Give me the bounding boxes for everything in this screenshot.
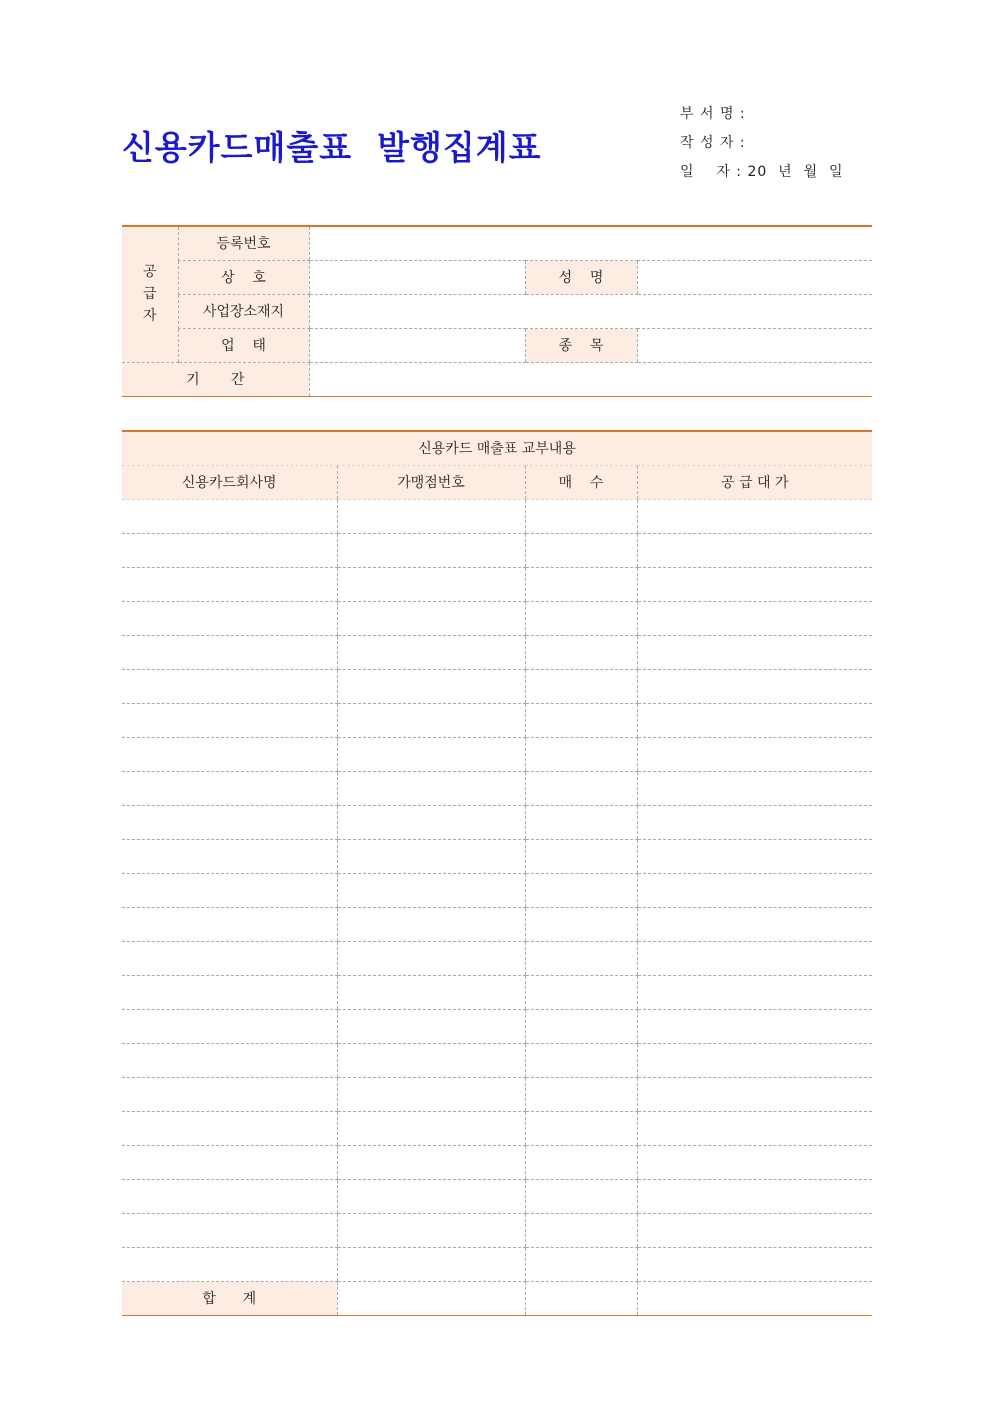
- card-company-cell[interactable]: [122, 907, 337, 941]
- address-label: 사업장소재지: [178, 294, 309, 328]
- count-cell[interactable]: [525, 533, 637, 567]
- company-field[interactable]: [309, 260, 525, 294]
- address-field[interactable]: [309, 294, 872, 328]
- date-field[interactable]: 일 자 : 20 년 월 일: [680, 164, 844, 180]
- count-cell[interactable]: [525, 907, 637, 941]
- period-field[interactable]: [309, 362, 872, 396]
- supply-amount-cell[interactable]: [637, 1247, 872, 1281]
- table-row: [122, 1043, 872, 1077]
- name-field[interactable]: [637, 260, 872, 294]
- supply-amount-cell[interactable]: [637, 533, 872, 567]
- card-company-cell[interactable]: [122, 1009, 337, 1043]
- col-card-company: 신용카드회사명: [122, 465, 337, 499]
- supply-amount-cell[interactable]: [637, 1077, 872, 1111]
- supply-amount-cell[interactable]: [637, 1009, 872, 1043]
- company-label: 상 호: [178, 260, 309, 294]
- merchant-no-cell[interactable]: [337, 839, 525, 873]
- document-title: 신용카드매출표 발행집계표: [122, 128, 542, 167]
- supply-amount-cell[interactable]: [637, 567, 872, 601]
- supply-amount-cell[interactable]: [637, 499, 872, 533]
- col-merchant-no: 가맹점번호: [337, 465, 525, 499]
- supply-amount-cell[interactable]: [637, 1145, 872, 1179]
- count-cell[interactable]: [525, 941, 637, 975]
- count-cell[interactable]: [525, 703, 637, 737]
- supply-amount-cell[interactable]: [637, 907, 872, 941]
- count-cell[interactable]: [525, 635, 637, 669]
- table-row: [122, 533, 872, 567]
- total-row: [122, 1281, 872, 1315]
- merchant-no-cell[interactable]: [337, 1179, 525, 1213]
- table-row: [122, 1111, 872, 1145]
- supply-amount-cell[interactable]: [637, 975, 872, 1009]
- card-company-cell[interactable]: [122, 1111, 337, 1145]
- card-company-cell[interactable]: [122, 873, 337, 907]
- card-company-cell[interactable]: [122, 737, 337, 771]
- card-company-cell[interactable]: [122, 1247, 337, 1281]
- card-company-cell[interactable]: [122, 499, 337, 533]
- merchant-no-cell[interactable]: [337, 1247, 525, 1281]
- supply-amount-cell[interactable]: [637, 1043, 872, 1077]
- table-row: [122, 1009, 872, 1043]
- table-row: [122, 839, 872, 873]
- table-row: [122, 567, 872, 601]
- period-label: 기 간: [122, 362, 309, 396]
- merchant-no-cell[interactable]: [337, 601, 525, 635]
- table-row: [122, 1247, 872, 1281]
- merchant-no-cell[interactable]: [337, 1111, 525, 1145]
- count-cell[interactable]: [525, 567, 637, 601]
- supply-amount-cell[interactable]: [637, 635, 872, 669]
- supply-amount-cell[interactable]: [637, 805, 872, 839]
- reg-no-field[interactable]: [309, 226, 872, 260]
- document-meta: [680, 102, 844, 189]
- card-company-cell[interactable]: [122, 601, 337, 635]
- supply-amount-cell[interactable]: [637, 1179, 872, 1213]
- card-company-cell[interactable]: [122, 1145, 337, 1179]
- table-row: [122, 873, 872, 907]
- supply-amount-cell[interactable]: [637, 1111, 872, 1145]
- count-cell[interactable]: [525, 839, 637, 873]
- card-company-cell[interactable]: [122, 1179, 337, 1213]
- merchant-no-cell[interactable]: [337, 771, 525, 805]
- count-cell[interactable]: [525, 805, 637, 839]
- total-label: 합 계: [122, 1281, 337, 1315]
- merchant-no-cell[interactable]: [337, 873, 525, 907]
- card-company-cell[interactable]: [122, 941, 337, 975]
- col-count: 매 수: [525, 465, 637, 499]
- count-cell[interactable]: [525, 1043, 637, 1077]
- table-row: [122, 499, 872, 533]
- merchant-no-cell[interactable]: [337, 499, 525, 533]
- name-label: 성 명: [525, 260, 637, 294]
- supply-amount-cell[interactable]: [637, 771, 872, 805]
- merchant-no-cell[interactable]: [337, 635, 525, 669]
- merchant-no-cell[interactable]: [337, 1009, 525, 1043]
- department-field[interactable]: 부 서 명 :: [680, 106, 746, 122]
- merchant-no-cell[interactable]: [337, 941, 525, 975]
- merchant-no-cell[interactable]: [337, 907, 525, 941]
- table-row: [122, 703, 872, 737]
- card-company-cell[interactable]: [122, 805, 337, 839]
- business-item-field[interactable]: [637, 328, 872, 362]
- table-row: [122, 805, 872, 839]
- table-row: [122, 737, 872, 771]
- supply-amount-cell[interactable]: [637, 941, 872, 975]
- count-cell[interactable]: [525, 737, 637, 771]
- count-cell[interactable]: [525, 1179, 637, 1213]
- count-cell[interactable]: [525, 669, 637, 703]
- card-company-cell[interactable]: [122, 771, 337, 805]
- supply-amount-cell[interactable]: [637, 669, 872, 703]
- table-row: [122, 907, 872, 941]
- card-company-cell[interactable]: [122, 533, 337, 567]
- table-row: [122, 635, 872, 669]
- merchant-no-cell[interactable]: [337, 567, 525, 601]
- count-cell[interactable]: [525, 1213, 637, 1247]
- total-supply-amount-cell[interactable]: [637, 1281, 872, 1315]
- business-item-label: 종 목: [525, 328, 637, 362]
- count-cell[interactable]: [525, 499, 637, 533]
- reg-no-label: 등록번호: [178, 226, 309, 260]
- merchant-no-cell[interactable]: [337, 703, 525, 737]
- count-cell[interactable]: [525, 1247, 637, 1281]
- count-cell[interactable]: [525, 1111, 637, 1145]
- total-count-cell[interactable]: [525, 1281, 637, 1315]
- card-company-cell[interactable]: [122, 975, 337, 1009]
- table-row: [122, 1179, 872, 1213]
- supplier-group-label: 공 급 자: [122, 226, 178, 362]
- business-type-label: 업 태: [178, 328, 309, 362]
- supply-amount-cell[interactable]: [637, 601, 872, 635]
- count-cell[interactable]: [525, 601, 637, 635]
- business-type-field[interactable]: [309, 328, 525, 362]
- card-company-cell[interactable]: [122, 635, 337, 669]
- card-company-cell[interactable]: [122, 1077, 337, 1111]
- card-company-cell[interactable]: [122, 669, 337, 703]
- merchant-no-cell[interactable]: [337, 1077, 525, 1111]
- merchant-no-cell[interactable]: [337, 533, 525, 567]
- merchant-no-cell[interactable]: [337, 1213, 525, 1247]
- supply-amount-cell[interactable]: [637, 1213, 872, 1247]
- supply-amount-cell[interactable]: [637, 839, 872, 873]
- count-cell[interactable]: [525, 873, 637, 907]
- table-row: [122, 1213, 872, 1247]
- merchant-no-cell[interactable]: [337, 1145, 525, 1179]
- table-row: [122, 771, 872, 805]
- card-company-cell[interactable]: [122, 567, 337, 601]
- count-cell[interactable]: [525, 771, 637, 805]
- supply-amount-cell[interactable]: [637, 703, 872, 737]
- card-company-cell[interactable]: [122, 703, 337, 737]
- card-slip-table: [122, 430, 872, 1316]
- merchant-no-cell[interactable]: [337, 1043, 525, 1077]
- table-row: [122, 1077, 872, 1111]
- count-cell[interactable]: [525, 1077, 637, 1111]
- count-cell[interactable]: [525, 975, 637, 1009]
- table-row: [122, 941, 872, 975]
- merchant-no-cell[interactable]: [337, 975, 525, 1009]
- table-row: [122, 1145, 872, 1179]
- supply-amount-cell[interactable]: [637, 737, 872, 771]
- supplier-table: [122, 225, 872, 397]
- author-field[interactable]: 작 성 자 :: [680, 135, 746, 151]
- table-row: [122, 669, 872, 703]
- table-row: [122, 975, 872, 1009]
- merchant-no-cell[interactable]: [337, 805, 525, 839]
- supply-amount-cell[interactable]: [637, 873, 872, 907]
- col-supply-amount: 공 급 대 가: [637, 465, 872, 499]
- merchant-no-cell[interactable]: [337, 669, 525, 703]
- count-cell[interactable]: [525, 1009, 637, 1043]
- card-company-cell[interactable]: [122, 1043, 337, 1077]
- total-merchant-no-cell[interactable]: [337, 1281, 525, 1315]
- card-section-title: 신용카드 매출표 교부내용: [122, 431, 872, 465]
- card-company-cell[interactable]: [122, 839, 337, 873]
- table-row: [122, 601, 872, 635]
- merchant-no-cell[interactable]: [337, 737, 525, 771]
- card-company-cell[interactable]: [122, 1213, 337, 1247]
- count-cell[interactable]: [525, 1145, 637, 1179]
